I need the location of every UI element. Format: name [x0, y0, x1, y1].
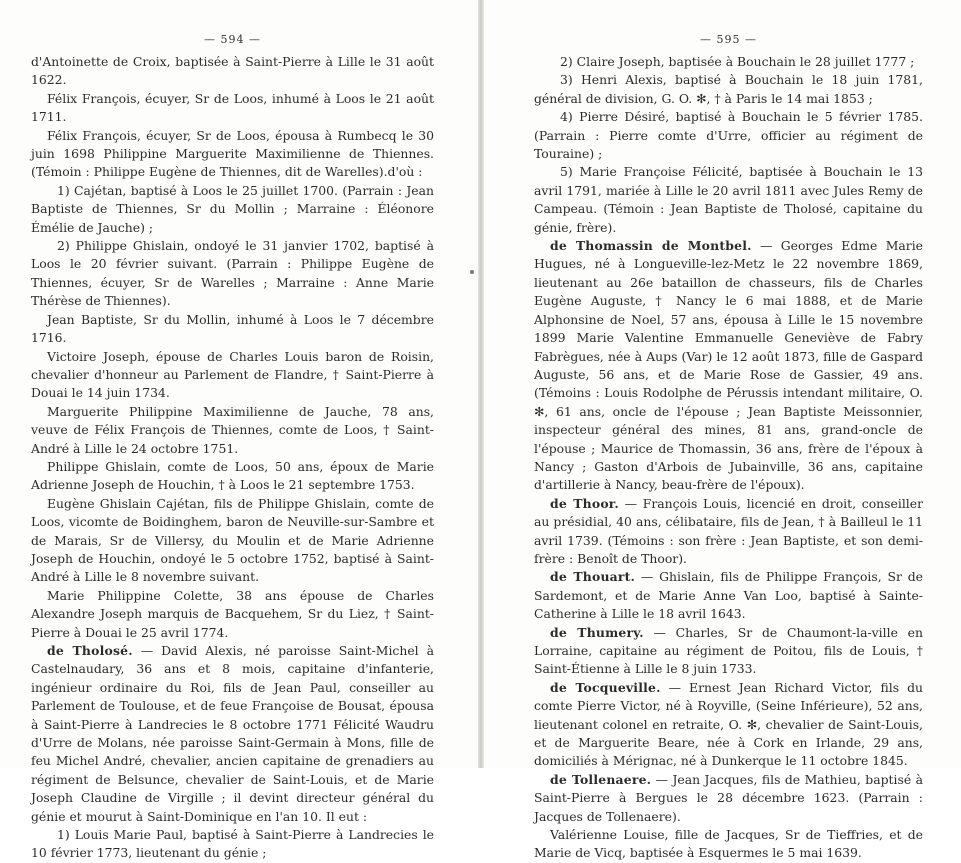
left-page — [0, 0, 480, 861]
entry-name: de Tocqueville. — [550, 679, 661, 695]
gutter-mark — [470, 270, 474, 274]
paragraph: Eugène Ghislain Cajétan, fils de Philippe Ghislain, comte de Loos, vicomte de Boidinghem, baron de Neuville-sur-Sambre et de Marais, Sr de Villersy, du Moulin et de Marie Adrienne Joseph de Houchin, ondoyé le 5 octobre 1752, baptisé à Saint-André à Lille le 8 novembre suivant. — [31, 495, 434, 585]
entry-name: de Tholosé. — [47, 643, 133, 658]
entry-name: de Thumery. — [550, 624, 644, 640]
entry-text: — Georges Edme Marie Hugues, né à Longueville-lez-Metz le 22 novembre 1869, lieutenant au 26e bataillon de chasseurs, fils de Charles Eugène Auguste, † Nancy le 6 mai 1888, et de Marie Alphonsine de Noel, 57 ans, épousa à Lille le 15 novembre 1899 Marie Valentine Emmanuelle Geneviève de Fabry Fabrègues, née à Aups (Var) le 12 août 1873, fille de Gaspard Auguste, 56 ans, et de Marie Rose de Gassier, 49 ans. (Témoins : Louis Rodolphe de Pérussis intendant militaire, O. ✻, 61 ans, oncle de l'épouse ; Jean Baptiste Meissonnier, inspecteur général des mines, 81 ans, grand-oncle de l'épouse ; Maurice de Thomassin, 36 ans, frère de l'époux à Nancy ; Gaston d'Arbois de Jubainville, 36 ans, capitaine d'artillerie à Nancy, beau-frère de l'époux). — [534, 238, 923, 493]
paragraph: Marguerite Philippine Maximilienne de Jauche, 78 ans, veuve de Félix François de Thiennes, comte de Loos, † Saint-André à Lille le 24 octobre 1751. — [31, 403, 434, 456]
page-number-right: — 595 — — [700, 33, 757, 46]
paragraph: Philippe Ghislain, comte de Loos, 50 ans, époux de Marie Adrienne Joseph de Houchin, † à Loos le 21 septembre 1753. — [31, 458, 434, 493]
entry-text: — Ghislain, fils de Philippe François, Sr de Sardemont, et de Marie Anne Van Loo, baptisé à Sainte-Catherine à Lille le 18 avril 1643. — [534, 569, 923, 622]
paragraph: Valérienne Louise, fille de Jacques, Sr de Tieffries, et de Marie de Vicq, baptisée à Esquermes le 5 mai 1639. — [534, 827, 923, 861]
paragraph: d'Antoinette de Croix, baptisée à Saint-Pierre à Lille le 31 août 1622. — [31, 54, 434, 88]
entry-de-tholose — [31, 642, 434, 826]
entry-de-thomassin-de-montbel — [534, 237, 923, 495]
paragraph: Jean Baptiste, Sr du Mollin, inhumé à Loos le 7 décembre 1716. — [31, 311, 434, 346]
paragraph: Félix François, écuyer, Sr de Loos, inhumé à Loos le 21 août 1711. — [31, 90, 434, 125]
entry-text: — Ernest Jean Richard Victor, fils du comte Pierre Victor, né à Royville, (Seine Inférieure), 52 ans, lieutenant colonel en retraite, O. ✻, chevalier de Saint-Louis, et de Marguerite Beare, née à Cork en Irlande, 29 ans, domiciliés à Mérignac, né à Dunkerque le 11 octobre 1845. — [534, 679, 923, 769]
entry-de-thouart — [534, 568, 923, 623]
paragraph: 4) Pierre Désiré, baptisé à Bouchain le 5 février 1785. (Parrain : Pierre comte d'Urre, officier au régiment de Touraine) ; — [534, 109, 923, 162]
paragraph: Victoire Joseph, épouse de Charles Louis baron de Roisin, chevalier d'honneur au Parlement de Flandre, † Saint-Pierre à Douai le 14 juin 1734. — [31, 348, 434, 401]
paragraph: 2) Philippe Ghislain, ondoyé le 31 janvier 1702, baptisé à Loos le 20 février suivant. (Parrain : Philippe Eugène de Thiennes, écuyer, Sr de Warelles ; Marraine : Anne Marie Thérèse de Thiennes). — [31, 238, 434, 309]
paragraph: 5) Marie Françoise Félicité, baptisée à Bouchain le 13 avril 1791, mariée à Lille le 20 avril 1811 avec Jules Remy de Campeau. (Témoin : Jean Baptiste de Tholosé, capitaine du génie, frère). — [534, 164, 923, 235]
entry-text: — Charles, Sr de Chaumont-la-ville en Lorraine, capitaine au régiment de Poitou, fils de Louis, † Saint-Étienne à Lille le 8 juin 1733. — [534, 624, 923, 677]
paragraph: 1) Louis Marie Paul, baptisé à Saint-Pierre à Landrecies le 10 février 1773, lieutenant du génie ; — [31, 827, 434, 861]
entry-de-tocqueville — [534, 679, 923, 771]
paragraph: 1) Cajétan, baptisé à Loos le 25 juillet 1700. (Parrain : Jean Baptiste de Thiennes, Sr du Mollin ; Marraine : Éléonore Émélie de Jauche) ; — [31, 182, 434, 235]
right-page — [482, 0, 961, 861]
entry-de-thumery — [534, 624, 923, 679]
paragraph: Marie Philippine Colette, 38 ans épouse de Charles Alexandre Joseph marquis de Bacquehem, Sr du Liez, † Saint-Pierre à Douai le 25 avril 1774. — [31, 587, 434, 640]
entry-name: de Thoor. — [550, 495, 619, 511]
entry-name: de Tollenaere. — [550, 771, 652, 787]
left-page-text — [31, 53, 434, 863]
paragraph: 3) Henri Alexis, baptisé à Bouchain le 18 juin 1781, général de division, G. O. ✻, † à Paris le 14 mai 1853 ; — [534, 72, 923, 106]
paragraph: 2) Claire Joseph, baptisée à Bouchain le 28 juillet 1777 ; — [560, 54, 915, 69]
right-page-text — [534, 53, 923, 863]
entry-text: — François Louis, licencié en droit, conseiller au présidial, 40 ans, célibataire, fils de Jean, † à Bailleul le 11 avril 1739. (Témoins : son frère : Jean Baptiste, et son demi-frère : Benoît de Thoor). — [534, 495, 923, 566]
page-number-left: — 594 — — [204, 33, 261, 46]
entry-name: de Thouart. — [550, 569, 636, 585]
entry-de-tollenaere — [534, 771, 923, 826]
entry-name: de Thomassin de Montbel. — [550, 238, 752, 254]
entry-de-thoor — [534, 495, 923, 569]
entry-text: — David Alexis, né paroisse Saint-Michel à Castelnaudary, 36 ans et 8 mois, capitaine d'infanterie, ingénieur ordinaire du Roi, fils de Jean Paul, conseiller au Parlement de Toulouse, et de feue Françoise de Bousat, épousa à Saint-Pierre à Landrecies le 8 octobre 1771 Félicité Waudru d'Urre de Molans, née paroisse Saint-Germain à Mons, fille de feu Michel André, chevalier, ancien capitaine de grenadiers au régiment de Belsunce, chevalier de Saint-Louis, et de Marie Joseph Claudine de Virgille ; il devint directeur général du génie et mourut à Saint-Dominique en l'an 10. Il eut : — [31, 643, 434, 824]
paragraph: Félix François, écuyer, Sr de Loos, épousa à Rumbecq le 30 juin 1698 Philippine Marguerite Maximilienne de Thiennes. (Témoin : Philippe Eugène de Thiennes, dit de Warelles).d'où : — [31, 127, 434, 180]
entry-text: — Jean Jacques, fils de Mathieu, baptisé à Saint-Pierre à Bergues le 28 décembre 1623. (Parrain : Jacques de Tollenaere). — [534, 771, 923, 824]
